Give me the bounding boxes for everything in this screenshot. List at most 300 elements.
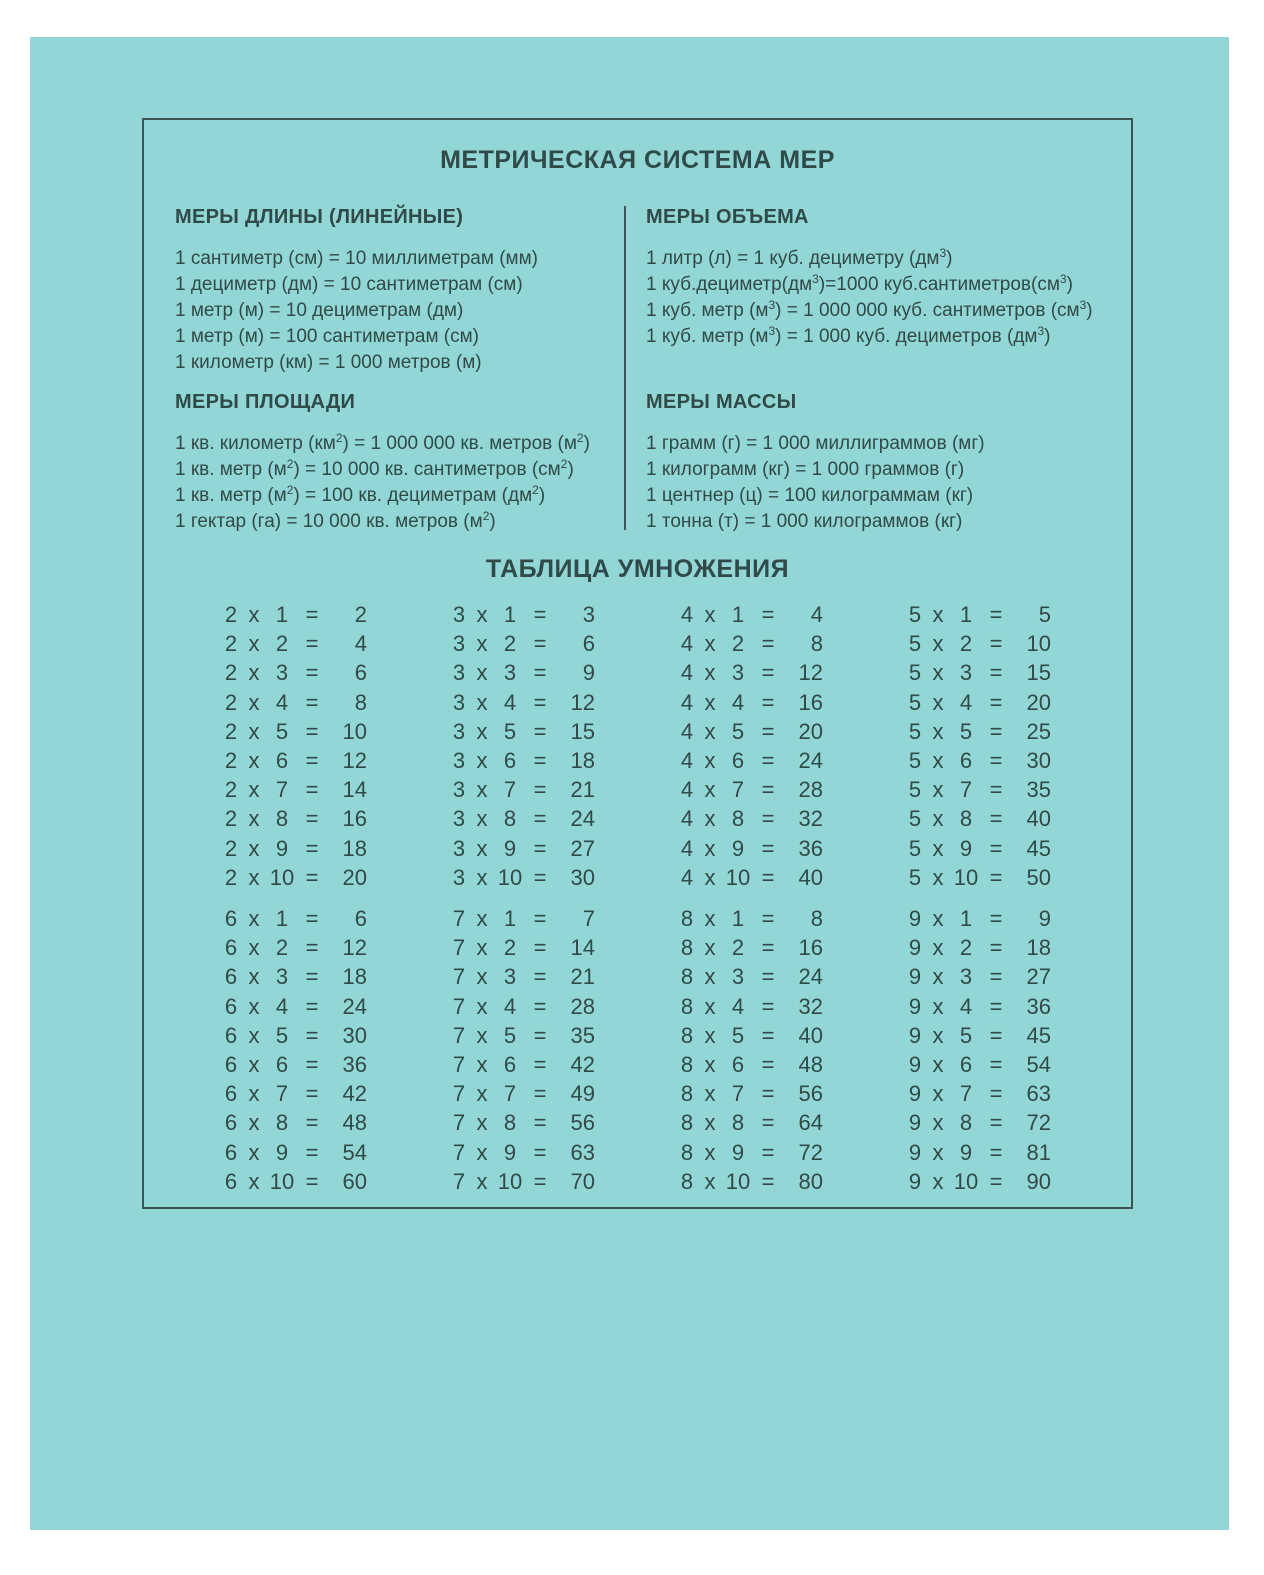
equals-sign: =	[305, 777, 319, 803]
operator: x	[248, 906, 260, 931]
product: 48	[798, 1051, 823, 1077]
factor: 6	[224, 1168, 238, 1194]
product: 35	[570, 1022, 595, 1048]
equation-row	[222, 658, 367, 687]
multiplier: 1	[959, 906, 973, 931]
multiplier: 2	[275, 935, 289, 961]
operator: x	[704, 1110, 716, 1136]
product: 21	[570, 964, 595, 990]
multiplier: 10	[497, 864, 523, 890]
multiplier: 9	[275, 1139, 289, 1165]
factor: 2	[224, 602, 238, 627]
measure-line: 1 километр (км) = 1 000 метров (м)	[175, 352, 482, 373]
equation-row	[906, 933, 1051, 962]
equals-sign: =	[989, 835, 1003, 861]
operator: x	[248, 964, 260, 990]
multiplier: 9	[731, 1139, 745, 1165]
product: 15	[570, 718, 595, 744]
equation-row	[678, 1050, 823, 1079]
equals-sign: =	[761, 718, 775, 744]
product: 20	[342, 864, 367, 890]
measure-line: 1 гектар (га) = 10 000 кв. метров $(м^2)$	[175, 509, 496, 532]
factor: 5	[908, 718, 922, 744]
equation-row	[222, 1079, 367, 1108]
equation-row	[678, 1108, 823, 1137]
equation-row	[450, 1079, 595, 1108]
multiplier: 8	[275, 806, 289, 832]
equation-row	[222, 1021, 367, 1050]
multiplication-title: ТАБЛИЦА УМНОЖЕНИЯ	[485, 555, 790, 583]
product: 18	[570, 747, 595, 773]
product: 45	[1026, 835, 1051, 861]
product: 12	[342, 935, 367, 961]
factor: 2	[224, 631, 238, 657]
product: 16	[342, 806, 367, 832]
equals-sign: =	[305, 1081, 319, 1107]
equation-row	[906, 629, 1051, 658]
operator: x	[248, 777, 260, 803]
factor: 5	[908, 835, 922, 861]
measure-line: 1 тонна (т) = 1 000 килограммов (кг)	[646, 511, 963, 532]
multiplier: 3	[503, 660, 517, 686]
operator: x	[704, 602, 716, 627]
product: 12	[798, 660, 823, 686]
operator: x	[704, 806, 716, 832]
product: 16	[798, 935, 823, 961]
column-divider	[624, 206, 626, 530]
equals-sign: =	[533, 718, 547, 744]
operator: x	[932, 1051, 944, 1077]
times-table-3	[450, 600, 595, 892]
product: 63	[1026, 1081, 1051, 1107]
product: 8	[354, 689, 367, 715]
equals-sign: =	[761, 906, 775, 931]
product: 18	[342, 964, 367, 990]
section-heading: МЕРЫ ОБЪЕМА	[646, 206, 809, 228]
multiplier: 7	[503, 1081, 517, 1107]
multiplier: 1	[959, 602, 973, 627]
operator: x	[248, 689, 260, 715]
product: 4	[810, 602, 823, 627]
multiplier: 9	[275, 835, 289, 861]
equals-sign: =	[305, 689, 319, 715]
product: 64	[798, 1110, 823, 1136]
product: 54	[1026, 1051, 1051, 1077]
product: 72	[798, 1139, 823, 1165]
equation-row	[222, 600, 367, 629]
factor: 7	[452, 1139, 466, 1165]
multiplier: 3	[731, 660, 745, 686]
multiplier: 7	[503, 777, 517, 803]
equation-row	[678, 804, 823, 833]
product: 5	[1038, 602, 1051, 627]
equals-sign: =	[761, 660, 775, 686]
multiplier: 2	[731, 935, 745, 961]
operator: x	[932, 835, 944, 861]
equation-row	[906, 600, 1051, 629]
factor: 5	[908, 631, 922, 657]
equals-sign: =	[989, 964, 1003, 990]
equation-row	[678, 863, 823, 892]
equation-row	[678, 600, 823, 629]
operator: x	[704, 864, 716, 890]
equation-row	[678, 1079, 823, 1108]
factor: 4	[680, 835, 694, 861]
multiplier: 8	[503, 1110, 517, 1136]
operator: x	[704, 747, 716, 773]
operator: x	[476, 602, 488, 627]
product: 42	[570, 1051, 595, 1077]
operator: x	[248, 993, 260, 1019]
equals-sign: =	[305, 1051, 319, 1077]
equation-row	[678, 992, 823, 1021]
multiplier: 2	[959, 935, 973, 961]
product: 49	[570, 1081, 595, 1107]
product: 36	[342, 1051, 367, 1077]
operator: x	[476, 777, 488, 803]
product: 48	[342, 1110, 367, 1136]
operator: x	[932, 1139, 944, 1165]
factor: 5	[908, 806, 922, 832]
multiplier: 4	[275, 689, 289, 715]
product: 15	[1026, 660, 1051, 686]
factor: 3	[452, 718, 466, 744]
equals-sign: =	[761, 1022, 775, 1048]
equals-sign: =	[761, 777, 775, 803]
multiplier: 3	[959, 964, 973, 990]
equation-row	[450, 834, 595, 863]
product: 9	[1038, 906, 1051, 931]
operator: x	[704, 660, 716, 686]
product: 35	[1026, 777, 1051, 803]
operator: x	[932, 806, 944, 832]
factor: 6	[224, 1022, 238, 1048]
equals-sign: =	[533, 964, 547, 990]
factor: 9	[908, 1051, 922, 1077]
equals-sign: =	[533, 1022, 547, 1048]
operator: x	[248, 631, 260, 657]
multiplier: 9	[959, 1139, 973, 1165]
equals-sign: =	[761, 835, 775, 861]
equation-row	[450, 992, 595, 1021]
product: 8	[810, 631, 823, 657]
multiplier: 5	[503, 718, 517, 744]
factor: 5	[908, 689, 922, 715]
equation-row	[906, 992, 1051, 1021]
factor: 8	[680, 1051, 694, 1077]
operator: x	[476, 631, 488, 657]
equals-sign: =	[533, 631, 547, 657]
factor: 2	[224, 718, 238, 744]
product: 20	[798, 718, 823, 744]
equals-sign: =	[989, 689, 1003, 715]
factor: 3	[452, 747, 466, 773]
operator: x	[476, 1110, 488, 1136]
operator: x	[476, 835, 488, 861]
factor: 3	[452, 660, 466, 686]
equation-row	[906, 1138, 1051, 1167]
equation-row	[222, 1108, 367, 1137]
multiplier: 10	[269, 864, 295, 890]
operator: x	[932, 777, 944, 803]
equals-sign: =	[761, 1168, 775, 1194]
equation-row	[222, 904, 367, 933]
reference-frame	[142, 118, 1133, 1209]
factor: 3	[452, 835, 466, 861]
multiplier: 5	[275, 1022, 289, 1048]
multiplier: 2	[959, 631, 973, 657]
equals-sign: =	[761, 1110, 775, 1136]
product: 45	[1026, 1022, 1051, 1048]
operator: x	[932, 660, 944, 686]
factor: 9	[908, 1168, 922, 1194]
factor: 7	[452, 1168, 466, 1194]
operator: x	[476, 1139, 488, 1165]
factor: 7	[452, 1022, 466, 1048]
equation-row	[906, 863, 1051, 892]
section-heading: МЕРЫ ДЛИНЫ (ЛИНЕЙНЫЕ)	[175, 206, 464, 228]
product: 36	[1026, 993, 1051, 1019]
operator: x	[932, 1081, 944, 1107]
equals-sign: =	[533, 1168, 547, 1194]
operator: x	[704, 1168, 716, 1194]
notebook-cover	[30, 37, 1229, 1530]
product: 24	[570, 806, 595, 832]
factor: 5	[908, 777, 922, 803]
product: 6	[582, 631, 595, 657]
product: 40	[798, 1022, 823, 1048]
operator: x	[476, 806, 488, 832]
equation-row	[450, 962, 595, 991]
product: 40	[798, 864, 823, 890]
factor: 4	[680, 631, 694, 657]
equals-sign: =	[305, 964, 319, 990]
equation-row	[906, 1079, 1051, 1108]
operator: x	[932, 602, 944, 627]
operator: x	[704, 935, 716, 961]
product: 40	[1026, 806, 1051, 832]
factor: 9	[908, 1110, 922, 1136]
product: 14	[570, 935, 595, 961]
equation-row	[678, 904, 823, 933]
equation-row	[450, 904, 595, 933]
operator: x	[704, 631, 716, 657]
operator: x	[248, 864, 260, 890]
multiplier: 8	[503, 806, 517, 832]
multiplier: 9	[503, 835, 517, 861]
multiplier: 7	[731, 1081, 745, 1107]
equals-sign: =	[761, 806, 775, 832]
equation-row	[450, 1021, 595, 1050]
operator: x	[704, 835, 716, 861]
multiplier: 1	[503, 602, 517, 627]
operator: x	[704, 906, 716, 931]
equation-row	[678, 746, 823, 775]
product: 81	[1026, 1139, 1051, 1165]
equation-row	[222, 834, 367, 863]
multiplier: 9	[731, 835, 745, 861]
operator: x	[476, 935, 488, 961]
equation-row	[222, 629, 367, 658]
operator: x	[476, 864, 488, 890]
product: 3	[582, 602, 595, 627]
equation-row	[678, 1021, 823, 1050]
operator: x	[932, 1022, 944, 1048]
factor: 2	[224, 835, 238, 861]
equation-row	[906, 1021, 1051, 1050]
equals-sign: =	[533, 935, 547, 961]
equation-row	[906, 1167, 1051, 1196]
equals-sign: =	[305, 631, 319, 657]
equation-row	[222, 1138, 367, 1167]
operator: x	[476, 993, 488, 1019]
equals-sign: =	[989, 1081, 1003, 1107]
operator: x	[476, 906, 488, 931]
equals-sign: =	[305, 935, 319, 961]
equation-row	[222, 1050, 367, 1079]
operator: x	[476, 718, 488, 744]
multiplier: 3	[731, 964, 745, 990]
equals-sign: =	[989, 1168, 1003, 1194]
multiplier: 1	[731, 906, 745, 931]
times-table-4	[678, 600, 823, 892]
multiplier: 1	[503, 906, 517, 931]
factor: 8	[680, 906, 694, 931]
product: 12	[570, 689, 595, 715]
factor: 4	[680, 718, 694, 744]
equation-row	[678, 1138, 823, 1167]
equals-sign: =	[989, 935, 1003, 961]
operator: x	[704, 777, 716, 803]
equals-sign: =	[533, 906, 547, 931]
equals-sign: =	[761, 747, 775, 773]
factor: 8	[680, 1139, 694, 1165]
factor: 5	[908, 660, 922, 686]
equation-row	[906, 658, 1051, 687]
factor: 3	[452, 806, 466, 832]
product: 28	[798, 777, 823, 803]
factor: 7	[452, 1081, 466, 1107]
operator: x	[476, 689, 488, 715]
multiplier: 6	[731, 1051, 745, 1077]
operator: x	[476, 1168, 488, 1194]
equals-sign: =	[761, 864, 775, 890]
product: 16	[798, 689, 823, 715]
operator: x	[932, 864, 944, 890]
equals-sign: =	[761, 964, 775, 990]
equation-row	[450, 1050, 595, 1079]
product: 63	[570, 1139, 595, 1165]
equation-row	[678, 933, 823, 962]
product: 30	[570, 864, 595, 890]
multiplier: 5	[503, 1022, 517, 1048]
product: 56	[570, 1110, 595, 1136]
section-heading: МЕРЫ ПЛОЩАДИ	[175, 391, 356, 413]
factor: 2	[224, 864, 238, 890]
multiplier: 8	[731, 806, 745, 832]
multiplier: 6	[503, 747, 517, 773]
operator: x	[932, 906, 944, 931]
factor: 3	[452, 631, 466, 657]
equals-sign: =	[761, 1081, 775, 1107]
factor: 4	[680, 660, 694, 686]
operator: x	[248, 1168, 260, 1194]
equation-row	[450, 804, 595, 833]
section-length	[175, 206, 645, 376]
equals-sign: =	[533, 1110, 547, 1136]
equals-sign: =	[989, 1051, 1003, 1077]
operator: x	[704, 964, 716, 990]
equals-sign: =	[533, 747, 547, 773]
equals-sign: =	[305, 1110, 319, 1136]
multiplier: 9	[959, 835, 973, 861]
factor: 3	[452, 777, 466, 803]
factor: 6	[224, 906, 238, 931]
operator: x	[476, 747, 488, 773]
operator: x	[248, 718, 260, 744]
times-table-7	[450, 904, 595, 1196]
equals-sign: =	[533, 689, 547, 715]
product: 72	[1026, 1110, 1051, 1136]
multiplier: 6	[503, 1051, 517, 1077]
measure-line: 1 метр (м) = 10 дециметрам (дм)	[175, 300, 464, 321]
equation-row	[450, 746, 595, 775]
measure-line: 1 грамм (г) = 1 000 миллиграммов (мг)	[646, 433, 985, 454]
equation-row	[450, 1138, 595, 1167]
operator: x	[248, 935, 260, 961]
factor: 4	[680, 777, 694, 803]
multiplier: 4	[959, 689, 973, 715]
factor: 2	[224, 806, 238, 832]
equals-sign: =	[989, 906, 1003, 931]
multiplier: 10	[725, 864, 751, 890]
product: 54	[342, 1139, 367, 1165]
times-table-6	[222, 904, 367, 1196]
multiplier: 10	[953, 864, 979, 890]
equals-sign: =	[761, 1051, 775, 1077]
factor: 9	[908, 1139, 922, 1165]
product: 7	[582, 906, 595, 931]
measure-line: 1 $куб.дециметр(дм^3)=1000$ $куб.сантиметров(см^3)$	[646, 272, 1073, 295]
multiplier: 7	[959, 1081, 973, 1107]
multiplier: 2	[503, 631, 517, 657]
operator: x	[476, 964, 488, 990]
operator: x	[932, 718, 944, 744]
equation-row	[678, 717, 823, 746]
multiplier: 10	[269, 1168, 295, 1194]
equation-row	[906, 904, 1051, 933]
operator: x	[248, 806, 260, 832]
product: 6	[354, 660, 367, 686]
section-heading: МЕРЫ МАССЫ	[646, 391, 797, 413]
multiplier: 4	[731, 689, 745, 715]
product: 27	[570, 835, 595, 861]
multiplier: 9	[503, 1139, 517, 1165]
equals-sign: =	[305, 1022, 319, 1048]
equation-row	[450, 717, 595, 746]
multiplier: 4	[731, 993, 745, 1019]
measure-line: 1 кв. метр $(м^2) = 10$ 000 кв. сантиметров $(см^2)$	[175, 457, 574, 480]
multiplier: 8	[959, 1110, 973, 1136]
equation-row	[678, 688, 823, 717]
equation-row	[222, 775, 367, 804]
factor: 2	[224, 689, 238, 715]
equation-row	[222, 804, 367, 833]
equation-row	[678, 1167, 823, 1196]
factor: 6	[224, 935, 238, 961]
equation-row	[678, 775, 823, 804]
product: 24	[798, 747, 823, 773]
